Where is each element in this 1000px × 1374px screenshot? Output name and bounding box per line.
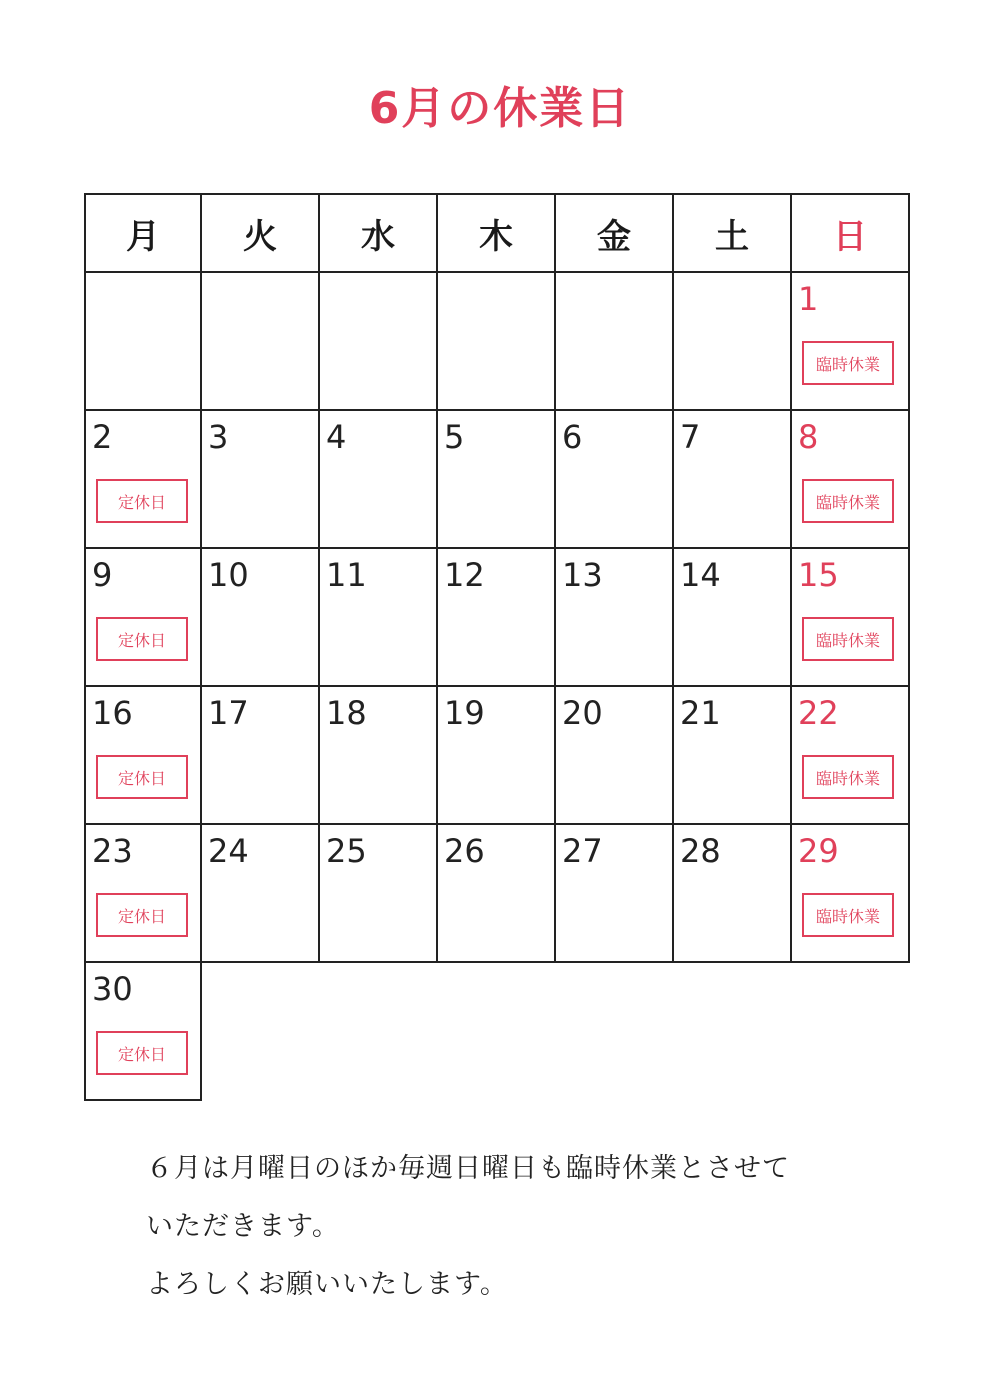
calendar-day-cell [792, 549, 910, 687]
weekday-sun: 日 [792, 193, 910, 273]
calendar-day-cell [84, 963, 202, 1101]
calendar-day-cell [792, 825, 910, 963]
regular-holiday-badge: 定休日 [96, 893, 188, 937]
calendar-blank [320, 963, 438, 1101]
calendar [84, 193, 912, 1101]
day-number: 28 [680, 832, 721, 870]
calendar-day-cell [438, 687, 556, 825]
calendar-blank [792, 963, 910, 1101]
notice-text [146, 1140, 866, 1314]
calendar-day-cell [202, 411, 320, 549]
day-number: 8 [798, 418, 819, 456]
calendar-day-cell [674, 687, 792, 825]
calendar-blank [556, 963, 674, 1101]
weekday-sat: 土 [674, 193, 792, 273]
calendar-day-cell [84, 687, 202, 825]
day-number: 3 [208, 418, 229, 456]
day-number: 24 [208, 832, 249, 870]
calendar-day-cell [202, 687, 320, 825]
day-number: 14 [680, 556, 721, 594]
calendar-blank [438, 963, 556, 1101]
regular-holiday-badge: 定休日 [96, 479, 188, 523]
calendar-day-cell [792, 411, 910, 549]
calendar-day-empty [438, 273, 556, 411]
calendar-week-row [84, 549, 912, 687]
temporary-closure-badge: 臨時休業 [802, 755, 894, 799]
weekday-header-row [84, 193, 912, 273]
notice-line: よろしくお願いいたします。 [146, 1269, 508, 1300]
calendar-day-cell [202, 549, 320, 687]
day-number: 19 [444, 694, 485, 732]
weekday-mon: 月 [84, 193, 202, 273]
calendar-day-cell [556, 549, 674, 687]
calendar-day-cell [320, 825, 438, 963]
day-number: 6 [562, 418, 583, 456]
calendar-day-cell [792, 273, 910, 411]
day-number: 4 [326, 418, 347, 456]
calendar-blank [202, 963, 320, 1101]
weekday-tue: 火 [202, 193, 320, 273]
calendar-week-row [84, 825, 912, 963]
calendar-week-row [84, 687, 912, 825]
calendar-day-cell [84, 549, 202, 687]
calendar-day-cell [438, 411, 556, 549]
calendar-day-cell [556, 687, 674, 825]
day-number: 30 [92, 970, 133, 1008]
notice-line: ６月は月曜日のほか毎週日曜日も臨時休業とさせて [146, 1153, 790, 1184]
day-number: 20 [562, 694, 603, 732]
day-number: 12 [444, 556, 485, 594]
calendar-day-cell [674, 549, 792, 687]
day-number: 9 [92, 556, 113, 594]
day-number: 10 [208, 556, 249, 594]
day-number: 11 [326, 556, 367, 594]
day-number: 15 [798, 556, 839, 594]
calendar-blank [674, 963, 792, 1101]
temporary-closure-badge: 臨時休業 [802, 617, 894, 661]
calendar-day-cell [556, 411, 674, 549]
day-number: 23 [92, 832, 133, 870]
regular-holiday-badge: 定休日 [96, 1031, 188, 1075]
calendar-day-cell [674, 825, 792, 963]
day-number: 29 [798, 832, 839, 870]
weekday-wed: 水 [320, 193, 438, 273]
calendar-week-row [84, 411, 912, 549]
calendar-day-empty [320, 273, 438, 411]
calendar-day-cell [84, 825, 202, 963]
calendar-day-empty [202, 273, 320, 411]
day-number: 7 [680, 418, 701, 456]
regular-holiday-badge: 定休日 [96, 755, 188, 799]
calendar-day-cell [84, 411, 202, 549]
calendar-day-empty [674, 273, 792, 411]
calendar-day-cell [320, 687, 438, 825]
calendar-weeks [84, 273, 912, 1101]
temporary-closure-badge: 臨時休業 [802, 893, 894, 937]
page-title: 6月の休業日 [368, 83, 632, 134]
day-number: 21 [680, 694, 721, 732]
weekday-fri: 金 [556, 193, 674, 273]
temporary-closure-badge: 臨時休業 [802, 479, 894, 523]
day-number: 26 [444, 832, 485, 870]
calendar-day-cell [320, 411, 438, 549]
day-number: 16 [92, 694, 133, 732]
calendar-day-cell [674, 411, 792, 549]
calendar-day-cell [202, 825, 320, 963]
day-number: 1 [798, 280, 819, 318]
weekday-thu: 木 [438, 193, 556, 273]
notice-line: いただきます。 [146, 1211, 340, 1242]
day-number: 17 [208, 694, 249, 732]
temporary-closure-badge: 臨時休業 [802, 341, 894, 385]
calendar-day-empty [84, 273, 202, 411]
calendar-day-cell [792, 687, 910, 825]
calendar-week-row [84, 963, 912, 1101]
day-number: 18 [326, 694, 367, 732]
calendar-day-cell [438, 825, 556, 963]
calendar-day-cell [438, 549, 556, 687]
day-number: 22 [798, 694, 839, 732]
day-number: 13 [562, 556, 603, 594]
calendar-day-cell [556, 825, 674, 963]
day-number: 2 [92, 418, 113, 456]
regular-holiday-badge: 定休日 [96, 617, 188, 661]
calendar-day-empty [556, 273, 674, 411]
day-number: 5 [444, 418, 465, 456]
day-number: 25 [326, 832, 367, 870]
day-number: 27 [562, 832, 603, 870]
calendar-day-cell [320, 549, 438, 687]
calendar-week-row [84, 273, 912, 411]
